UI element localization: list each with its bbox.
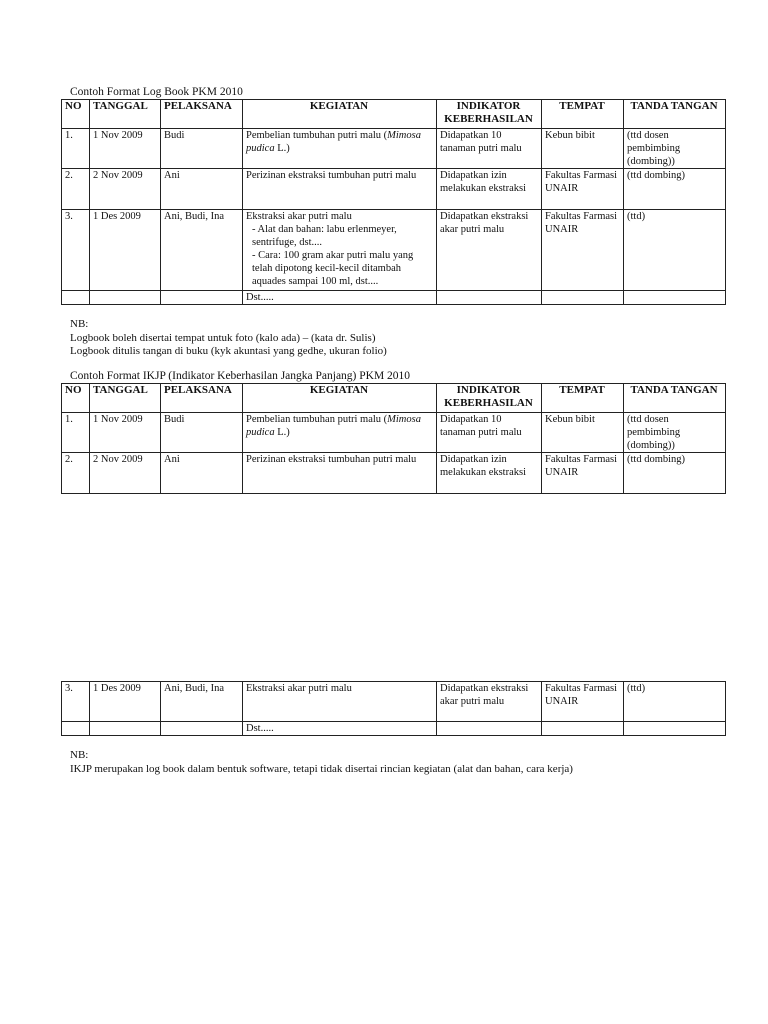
cell-tanggal	[90, 722, 161, 736]
cell-indikator	[437, 291, 542, 305]
cell-kegiatan: Perizinan ekstraksi tumbuhan putri malu	[243, 169, 437, 210]
nb-line: Logbook boleh disertai tempat untuk foto (kalo ada) – (kata dr. Sulis)	[70, 331, 376, 344]
cell-indikator	[437, 722, 542, 736]
header-tanda-tangan: TANDA TANGAN	[624, 384, 726, 413]
ikjp-table-continued	[61, 681, 726, 736]
kegiatan-text-end: L.)	[274, 143, 290, 154]
cell-tempat: Fakultas Farmasi UNAIR	[542, 210, 624, 291]
nb-note-ikjp	[70, 749, 573, 776]
ikjp-table	[61, 383, 726, 494]
cell-indikator: Didapatkan izin melakukan ekstraksi	[437, 453, 542, 494]
cell-no: 1.	[62, 129, 90, 169]
cell-kegiatan	[243, 210, 437, 291]
table-row	[62, 291, 726, 305]
header-no: NO	[62, 100, 90, 129]
nb-line: Logbook ditulis tangan di buku (kyk akuntasi yang gedhe, ukuran folio)	[70, 345, 387, 357]
nb-title: NB:	[70, 318, 89, 330]
header-tanggal: TANGGAL	[90, 384, 161, 413]
cell-indikator: Didapatkan ekstraksi akar putri malu	[437, 682, 542, 722]
kegiatan-text-end: L.)	[274, 427, 290, 438]
header-kegiatan: KEGIATAN	[243, 384, 437, 413]
cell-kegiatan: Dst.....	[243, 722, 437, 736]
cell-tanda-tangan: (ttd dombing)	[624, 169, 726, 210]
scientific-name: Mimosa pudica	[246, 414, 421, 438]
cell-indikator: Didapatkan 10 tanaman putri malu	[437, 129, 542, 169]
table-row	[62, 210, 726, 291]
cell-pelaksana: Ani, Budi, Ina	[161, 210, 243, 291]
cell-pelaksana: Budi	[161, 129, 243, 169]
header-no: NO	[62, 384, 90, 413]
header-pelaksana: PELAKSANA	[161, 384, 243, 413]
table-row	[62, 169, 726, 210]
cell-kegiatan: Dst.....	[243, 291, 437, 305]
cell-tanggal: 2 Nov 2009	[90, 169, 161, 210]
cell-tanda-tangan: (ttd dosen pembimbing (dombing))	[624, 129, 726, 169]
header-tempat: TEMPAT	[542, 100, 624, 129]
cell-tempat	[542, 722, 624, 736]
header-kegiatan: KEGIATAN	[243, 100, 437, 129]
kegiatan-item-cara: - Cara: 100 gram akar putri malu yang telah dipotong kecil-kecil ditambah aquades sampai 100 ml, dst....	[252, 250, 414, 287]
cell-tanda-tangan	[624, 722, 726, 736]
header-tanggal: TANGGAL	[90, 100, 161, 129]
cell-pelaksana	[161, 722, 243, 736]
cell-no	[62, 291, 90, 305]
cell-tanggal: 1 Nov 2009	[90, 413, 161, 453]
header-indikator: INDIKATOR KEBERHASILAN	[437, 100, 542, 129]
cell-no: 3.	[62, 210, 90, 291]
kegiatan-text: Pembelian tumbuhan putri malu (	[246, 414, 388, 425]
cell-no: 2.	[62, 169, 90, 210]
cell-tanggal	[90, 291, 161, 305]
cell-kegiatan: Perizinan ekstraksi tumbuhan putri malu	[243, 453, 437, 494]
kegiatan-title: Ekstraksi akar putri malu	[246, 211, 352, 222]
cell-no: 1.	[62, 413, 90, 453]
cell-indikator: Didapatkan ekstraksi akar putri malu	[437, 210, 542, 291]
cell-tanda-tangan: (ttd)	[624, 682, 726, 722]
cell-tanggal: 2 Nov 2009	[90, 453, 161, 494]
header-indikator: INDIKATOR KEBERHASILAN	[437, 384, 542, 413]
cell-tanggal: 1 Des 2009	[90, 682, 161, 722]
cell-tanggal: 1 Nov 2009	[90, 129, 161, 169]
table-row	[62, 129, 726, 169]
logbook-caption: Contoh Format Log Book PKM 2010	[70, 86, 243, 98]
nb-line: IKJP merupakan log book dalam bentuk software, tetapi tidak disertai rincian kegiatan (alat dan bahan, cara kerja)	[70, 762, 573, 775]
cell-tempat: Kebun bibit	[542, 413, 624, 453]
cell-kegiatan	[243, 413, 437, 453]
cell-tempat	[542, 291, 624, 305]
cell-tempat: Fakultas Farmasi UNAIR	[542, 169, 624, 210]
cell-no: 2.	[62, 453, 90, 494]
nb-title: NB:	[70, 749, 89, 761]
cell-tanda-tangan: (ttd dosen pembimbing (dombing))	[624, 413, 726, 453]
table-header-row	[62, 100, 726, 129]
header-pelaksana: PELAKSANA	[161, 100, 243, 129]
cell-tanda-tangan: (ttd)	[624, 210, 726, 291]
cell-indikator: Didapatkan izin melakukan ekstraksi	[437, 169, 542, 210]
cell-kegiatan	[243, 129, 437, 169]
cell-tempat: Kebun bibit	[542, 129, 624, 169]
cell-tempat: Fakultas Farmasi UNAIR	[542, 453, 624, 494]
cell-pelaksana: Ani	[161, 453, 243, 494]
ikjp-caption: Contoh Format IKJP (Indikator Keberhasilan Jangka Panjang) PKM 2010	[70, 370, 411, 382]
kegiatan-text: Pembelian tumbuhan putri malu (	[246, 130, 388, 141]
cell-tanda-tangan	[624, 291, 726, 305]
cell-pelaksana: Ani, Budi, Ina	[161, 682, 243, 722]
cell-no: 3.	[62, 682, 90, 722]
cell-kegiatan: Ekstraksi akar putri malu	[243, 682, 437, 722]
table-row	[62, 413, 726, 453]
scientific-name: Mimosa pudica	[246, 130, 421, 154]
cell-pelaksana	[161, 291, 243, 305]
cell-indikator: Didapatkan 10 tanaman putri malu	[437, 413, 542, 453]
header-tanda-tangan: TANDA TANGAN	[624, 100, 726, 129]
cell-tanggal: 1 Des 2009	[90, 210, 161, 291]
kegiatan-item-alat: - Alat dan bahan: labu erlenmeyer, sentrifuge, dst....	[252, 224, 397, 248]
cell-pelaksana: Budi	[161, 413, 243, 453]
table-row	[62, 682, 726, 722]
cell-tanda-tangan: (ttd dombing)	[624, 453, 726, 494]
table-row	[62, 722, 726, 736]
header-tempat: TEMPAT	[542, 384, 624, 413]
logbook-table	[61, 99, 726, 305]
table-header-row	[62, 384, 726, 413]
nb-note-logbook	[70, 318, 387, 359]
cell-pelaksana: Ani	[161, 169, 243, 210]
cell-no	[62, 722, 90, 736]
cell-tempat: Fakultas Farmasi UNAIR	[542, 682, 624, 722]
table-row	[62, 453, 726, 494]
